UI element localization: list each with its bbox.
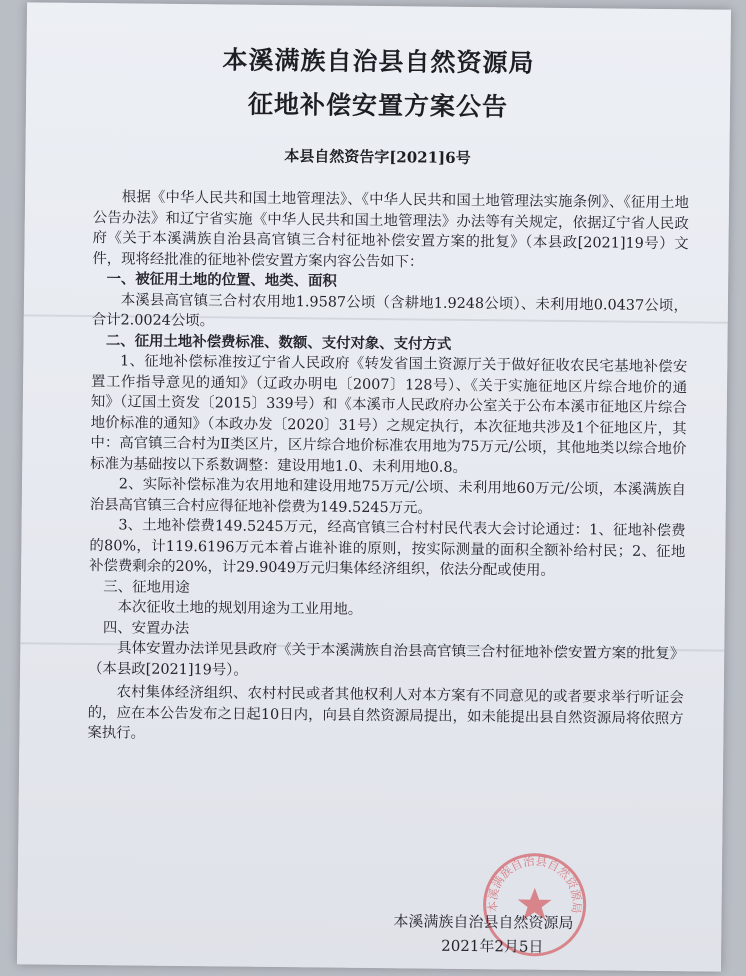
document-number: 本县自然资告字[2021]6号 — [284, 147, 471, 167]
paragraph-land-use: 本次征收土地的规划用途为工业用地。 — [117, 599, 363, 618]
section-heading-2: 二、征用土地补偿费标准、数额、支付对象、支付方式 — [105, 331, 452, 353]
paragraph-compensation-amount: 2、实际补偿标准为农用地和建设用地75万元/公顷、未利用地60万元/公顷，本溪满族自治县高官镇三合村应得征地补偿费为149.5245万元。 — [89, 476, 687, 517]
paragraph-resettlement: 具体安置办法详见县政府《关于本溪满族自治县高官镇三合村征地补偿安置方案的批复》（本县政[2021]19号）。 — [87, 640, 685, 679]
section-heading-4: 四、安置办法 — [102, 619, 190, 637]
paragraph-compensation-distribution: 3、土地补偿费149.5245万元，经高官镇三合村村民代表大会讨论通过：1、征地补偿费的80%，计119.6196万元本着占谁补谁的原则，按实际测量的面积全额补给村民；2、征地补偿费剩余的20%，计29.9049万元归集体经济组织，依法分配或使用。 — [89, 517, 686, 579]
notice-title-line1: 本溪满族自治县自然资源局 — [222, 45, 535, 78]
paragraph-land-area: 本溪县高官镇三合村农用地1.9587公顷（含耕地1.9248公顷）、未利用地0.0437公顷，合计2.0024公顷。 — [91, 291, 688, 330]
signature-organization: 本溪满族自治县自然资源局 — [393, 912, 574, 933]
signature-date: 2021年2月5日 — [441, 936, 544, 956]
notice-body — [87, 187, 689, 750]
paragraph-objection: 农村集体经济组织、农村村民或者其他权利人对本方案有不同意见的或者要求举行听证会的，应在本公告发布之日起10日内，向县自然资源局提出，如未能提出县自然资源局将依照方案执行。 — [87, 684, 684, 742]
section-heading-1: 一、被征用土地的位置、地类、面积 — [106, 270, 337, 290]
section-heading-3: 三、征地用途 — [103, 578, 190, 596]
seal-text: 本溪满族自治县自然资源局 — [485, 853, 584, 915]
paragraph-compensation-standard: 1、征地补偿标准按辽宁省人民政府《转发省国土资源厅关于做好征收农民宅基地补偿安置工作指导意见的通知》（辽政办明电〔2007〕128号）、《关于实施征地区片综合地价的通知》（辽国土资发〔2015〕339号）和《本溪市人民政府办公室关于公布本溪市征地区片综合地价标准的通知》（本政办发〔2020〕31号）之规定执行，本次征地共涉及1个征地区片，其中：高官镇三合村为Ⅱ类区片，区片综合地价标准农用地为75万元/公顷，其他地类以综合地价标准为基础按以下系数调整：建设用地1.0、未利用地0.8。 — [90, 353, 688, 476]
paragraph-basis: 根据《中华人民共和国土地管理法》、《中华人民共和国土地管理法实施条例》、《征用土地公告办法》和辽宁省实施《中华人民共和国土地管理法》办法等有关规定，依据辽宁省人民政府《关于本溪满族自治县高官镇三合村征地补偿安置方案的批复》（本县政[2021]19号）文件，现将经批准的征地补偿安置方案内容公告如下： — [92, 189, 690, 271]
notice-paper — [17, 2, 731, 971]
notice-title-line2: 征地补偿安置方案公告 — [247, 89, 509, 122]
